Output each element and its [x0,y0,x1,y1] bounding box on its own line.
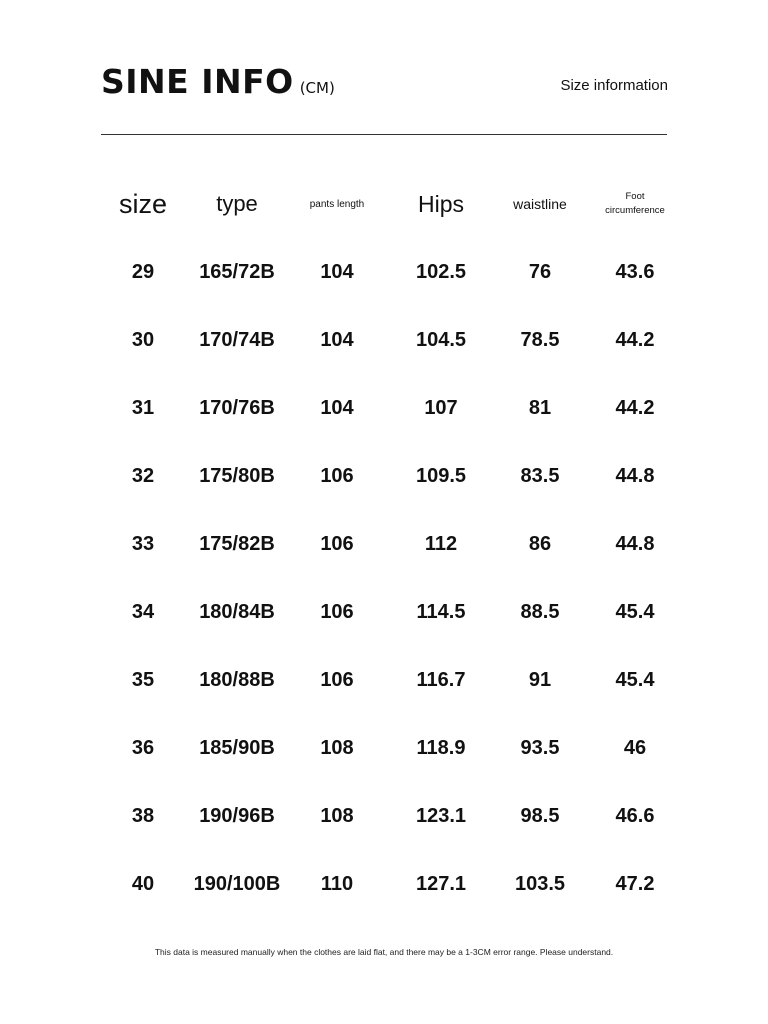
hips-cell: 107 [424,396,458,419]
size-cell: 36 [131,736,155,759]
column-header-size: size [118,188,167,219]
column-header-pants-length: pants length [309,198,365,210]
waistline-cell: 86 [528,532,552,555]
type-cell: 170/74B [199,328,275,351]
table-row [98,306,684,374]
type-cell: 175/80B [199,464,275,487]
type-cell: 165/72B [199,260,275,283]
waistline-cell: 98.5 [520,804,560,827]
pants-length-cell: 106 [320,600,354,623]
foot-circumference-cell: 47.2 [615,872,655,895]
measurement-note: This data is measured manually when the clothes are laid flat, and there may be a 1-3CM error range. Please understand. [154,947,614,957]
table-row [98,374,684,442]
size-cell: 40 [131,872,155,895]
type-cell: 180/88B [199,668,275,691]
waistline-cell: 78.5 [520,328,560,351]
foot-header-line1: Foot [625,191,645,202]
page-title [101,62,335,101]
waistline-cell: 83.5 [520,464,560,487]
pants-length-cell: 104 [320,260,354,283]
title-unit: (CM) [299,79,335,97]
pants-length-cell: 106 [320,668,354,691]
type-cell: 185/90B [199,736,275,759]
table-row [98,510,684,578]
foot-circumference-cell: 46.6 [615,804,655,827]
size-cell: 33 [131,532,155,555]
type-cell: 190/100B [193,872,281,895]
foot-circumference-cell: 45.4 [615,600,655,623]
hips-cell: 104.5 [415,328,467,351]
size-table [98,170,684,918]
header-divider [101,134,667,135]
size-cell: 29 [131,260,155,283]
table-row [98,238,684,306]
hips-cell: 123.1 [415,804,467,827]
waistline-cell: 76 [528,260,552,283]
table-row [98,646,684,714]
hips-cell: 118.9 [416,736,466,759]
size-cell: 35 [131,668,155,691]
type-cell: 180/84B [199,600,275,623]
size-cell: 34 [131,600,155,623]
table-row [98,442,684,510]
hips-cell: 127.1 [415,872,467,895]
column-header-foot-circumference [586,170,684,238]
table-row [98,782,684,850]
size-cell: 38 [131,804,155,827]
column-header-waistline: waistline [513,196,567,212]
size-cell: 30 [131,328,155,351]
column-header-hips: Hips [417,190,464,217]
pants-length-cell: 106 [320,532,354,555]
table-body [98,238,684,918]
waistline-cell: 93.5 [520,736,560,759]
hips-cell: 116.7 [416,668,466,691]
page-header [101,62,668,112]
foot-circumference-cell: 44.8 [615,464,655,487]
pants-length-cell: 110 [320,872,354,895]
pants-length-cell: 108 [320,804,354,827]
pants-length-cell: 104 [320,328,354,351]
title-text: SINE INFO [101,62,294,101]
size-cell: 32 [131,464,155,487]
size-cell: 31 [131,396,155,419]
page-subtitle: Size information [560,77,668,94]
table-row [98,850,684,918]
foot-circumference-cell: 44.2 [615,396,655,419]
table-row [98,578,684,646]
table-row [98,714,684,782]
foot-circumference-cell: 46 [623,736,647,759]
table-header [98,170,684,238]
foot-header-line2: circumference [605,205,665,216]
waistline-cell: 103.5 [514,872,566,895]
column-header-type: type [216,191,258,216]
foot-circumference-cell: 43.6 [615,260,655,283]
hips-cell: 109.5 [415,464,467,487]
hips-cell: 102.5 [415,260,467,283]
hips-cell: 112 [424,532,458,555]
foot-circumference-cell: 45.4 [615,668,655,691]
pants-length-cell: 104 [320,396,354,419]
pants-length-cell: 108 [320,736,354,759]
waistline-cell: 81 [528,396,552,419]
table-header-row [98,170,684,238]
type-cell: 170/76B [199,396,275,419]
pants-length-cell: 106 [320,464,354,487]
hips-cell: 114.5 [416,600,466,623]
type-cell: 175/82B [199,532,275,555]
waistline-cell: 91 [528,668,552,691]
type-cell: 190/96B [199,804,275,827]
foot-circumference-cell: 44.2 [615,328,655,351]
foot-circumference-cell: 44.8 [615,532,655,555]
waistline-cell: 88.5 [520,600,560,623]
